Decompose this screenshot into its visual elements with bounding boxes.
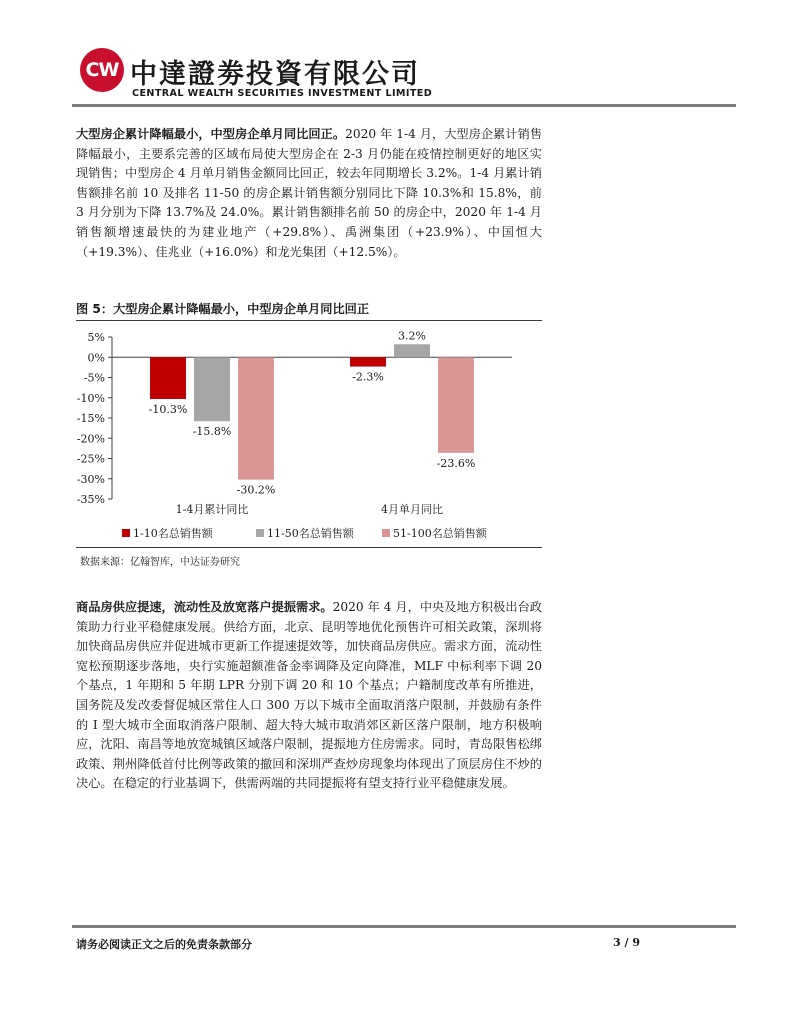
y-tick-label: -35% bbox=[76, 493, 105, 506]
header-rule bbox=[72, 104, 736, 107]
legend-label: 11-50名总销售额 bbox=[267, 527, 354, 540]
legend-swatch bbox=[256, 529, 264, 537]
data-label: 3.2% bbox=[398, 329, 426, 343]
y-tick-label: -5% bbox=[83, 371, 105, 385]
y-tick-label: -10% bbox=[76, 391, 105, 405]
paragraph-supply-lead: 商品房供应提速，流动性及放宽落户提振需求。 bbox=[76, 600, 333, 614]
y-tick-label: -20% bbox=[76, 432, 105, 446]
y-tick-label: -30% bbox=[76, 472, 105, 486]
x-tick-label: 4月单月同比 bbox=[381, 503, 443, 516]
legend-swatch bbox=[122, 529, 130, 537]
bar bbox=[150, 357, 186, 399]
y-tick-label: -25% bbox=[76, 452, 105, 466]
legend-label: 1-10名总销售额 bbox=[133, 527, 213, 540]
data-label: -23.6% bbox=[436, 456, 476, 470]
footer-disclaimer: 请务必阅读正文之后的免责条款部分 bbox=[76, 938, 252, 951]
footer-rule bbox=[72, 925, 736, 928]
legend bbox=[122, 526, 488, 540]
bar bbox=[194, 357, 230, 421]
y-tick-label: 0% bbox=[87, 351, 105, 365]
legend-swatch bbox=[382, 529, 390, 537]
paragraph-sales-lead: 大型房企累计降幅最小，中型房企单月同比回正。 bbox=[76, 127, 346, 141]
company-name-cn: 中達證劵投資有限公司 bbox=[130, 59, 420, 90]
paragraph-supply-body: 2020 年 4 月，中央及地方积极出台政策助力行业平稳健康发展。供给方面，北京、昆明等地优化预售许可相关政策，深圳将加快商品房供应并促进城市更新工作提速提效等，加快商品房供应。需求方面，流动性宽松预期逐步落地，央行实施超额准备金率调降及定向降准，MLF 中标利率下调 20 个基点，1 年期和 5 年期 LPR 分别下调 20 和 10 个基点；户籍制度改革有所推进，国务院及发改委督促城区常住人口 300 万以下城市全面取消落户限制，并鼓励有条件的 I 型大城市全面取消落户限制、超大特大城市取消郊区新区落户限制，地方积极响应，沈阳、南昌等地放宽城镇区域落户限制，提振地方住房需求。同时，青岛限售松绑政策、荆州降低首付比例等政策的撤回和深圳严查炒房现象均体现出了顶层房住不炒的决心。在稳定的行业基调下，供需两端的共同提振将有望支持行业平稳健康发展。 bbox=[76, 600, 542, 791]
x-tick-label: 1-4月累计同比 bbox=[175, 503, 249, 516]
paragraph-sales-body: 2020 年 1-4 月，大型房企累计销售降幅最小，主要系完善的区域布局使大型房企在 2-3 月仍能在疫情控制更好的地区实现销售；中型房企 4 月单月销售金额同比回正，较去年同期增长 3.2%。1-4 月累计销售额排名前 10 及排名 11-50 的房企累计销售额分别同比下降 10.3%和 15.8%，前 3 月分别为下降 13.7%及 24.0%。累计销售额排名前 50 的房企中，2020 年 1-4 月销售额增速最快的为建业地产（+29.8%）、禹洲集团（+23.9%）、中国恒大（+19.3%）、佳兆业（+16.0%）和龙光集团（+12.5%）。 bbox=[76, 127, 543, 259]
bar bbox=[438, 357, 474, 453]
legend-label: 51-100名总销售额 bbox=[393, 527, 487, 540]
data-label: -2.3% bbox=[352, 370, 384, 384]
paragraph-sales bbox=[76, 125, 542, 262]
bar bbox=[238, 357, 274, 479]
page-number: 3 / 9 bbox=[613, 936, 640, 949]
figure-bottom-rule bbox=[76, 547, 542, 548]
bar bbox=[350, 357, 386, 366]
y-tick-label: -15% bbox=[76, 412, 105, 425]
x-axis-labels bbox=[176, 502, 443, 516]
figure-top-rule bbox=[76, 320, 542, 321]
figure-title: 图 5：大型房企累计降幅最小，中型房企单月同比回正 bbox=[76, 302, 370, 316]
company-logo: CW bbox=[80, 48, 124, 92]
paragraph-supply bbox=[76, 598, 542, 794]
data-label: -15.8% bbox=[192, 425, 232, 439]
bars bbox=[149, 329, 476, 496]
figure-source: 数据来源：亿翰智库，中达证券研究 bbox=[80, 557, 240, 568]
chart bbox=[60, 325, 542, 547]
data-label: -10.3% bbox=[148, 402, 188, 416]
company-name-en: CENTRAL WEALTH SECURITIES INVESTMENT LIMITED bbox=[132, 88, 433, 99]
y-tick-label: 5% bbox=[87, 331, 105, 344]
bar bbox=[394, 344, 430, 357]
data-label: -30.2% bbox=[236, 483, 276, 497]
